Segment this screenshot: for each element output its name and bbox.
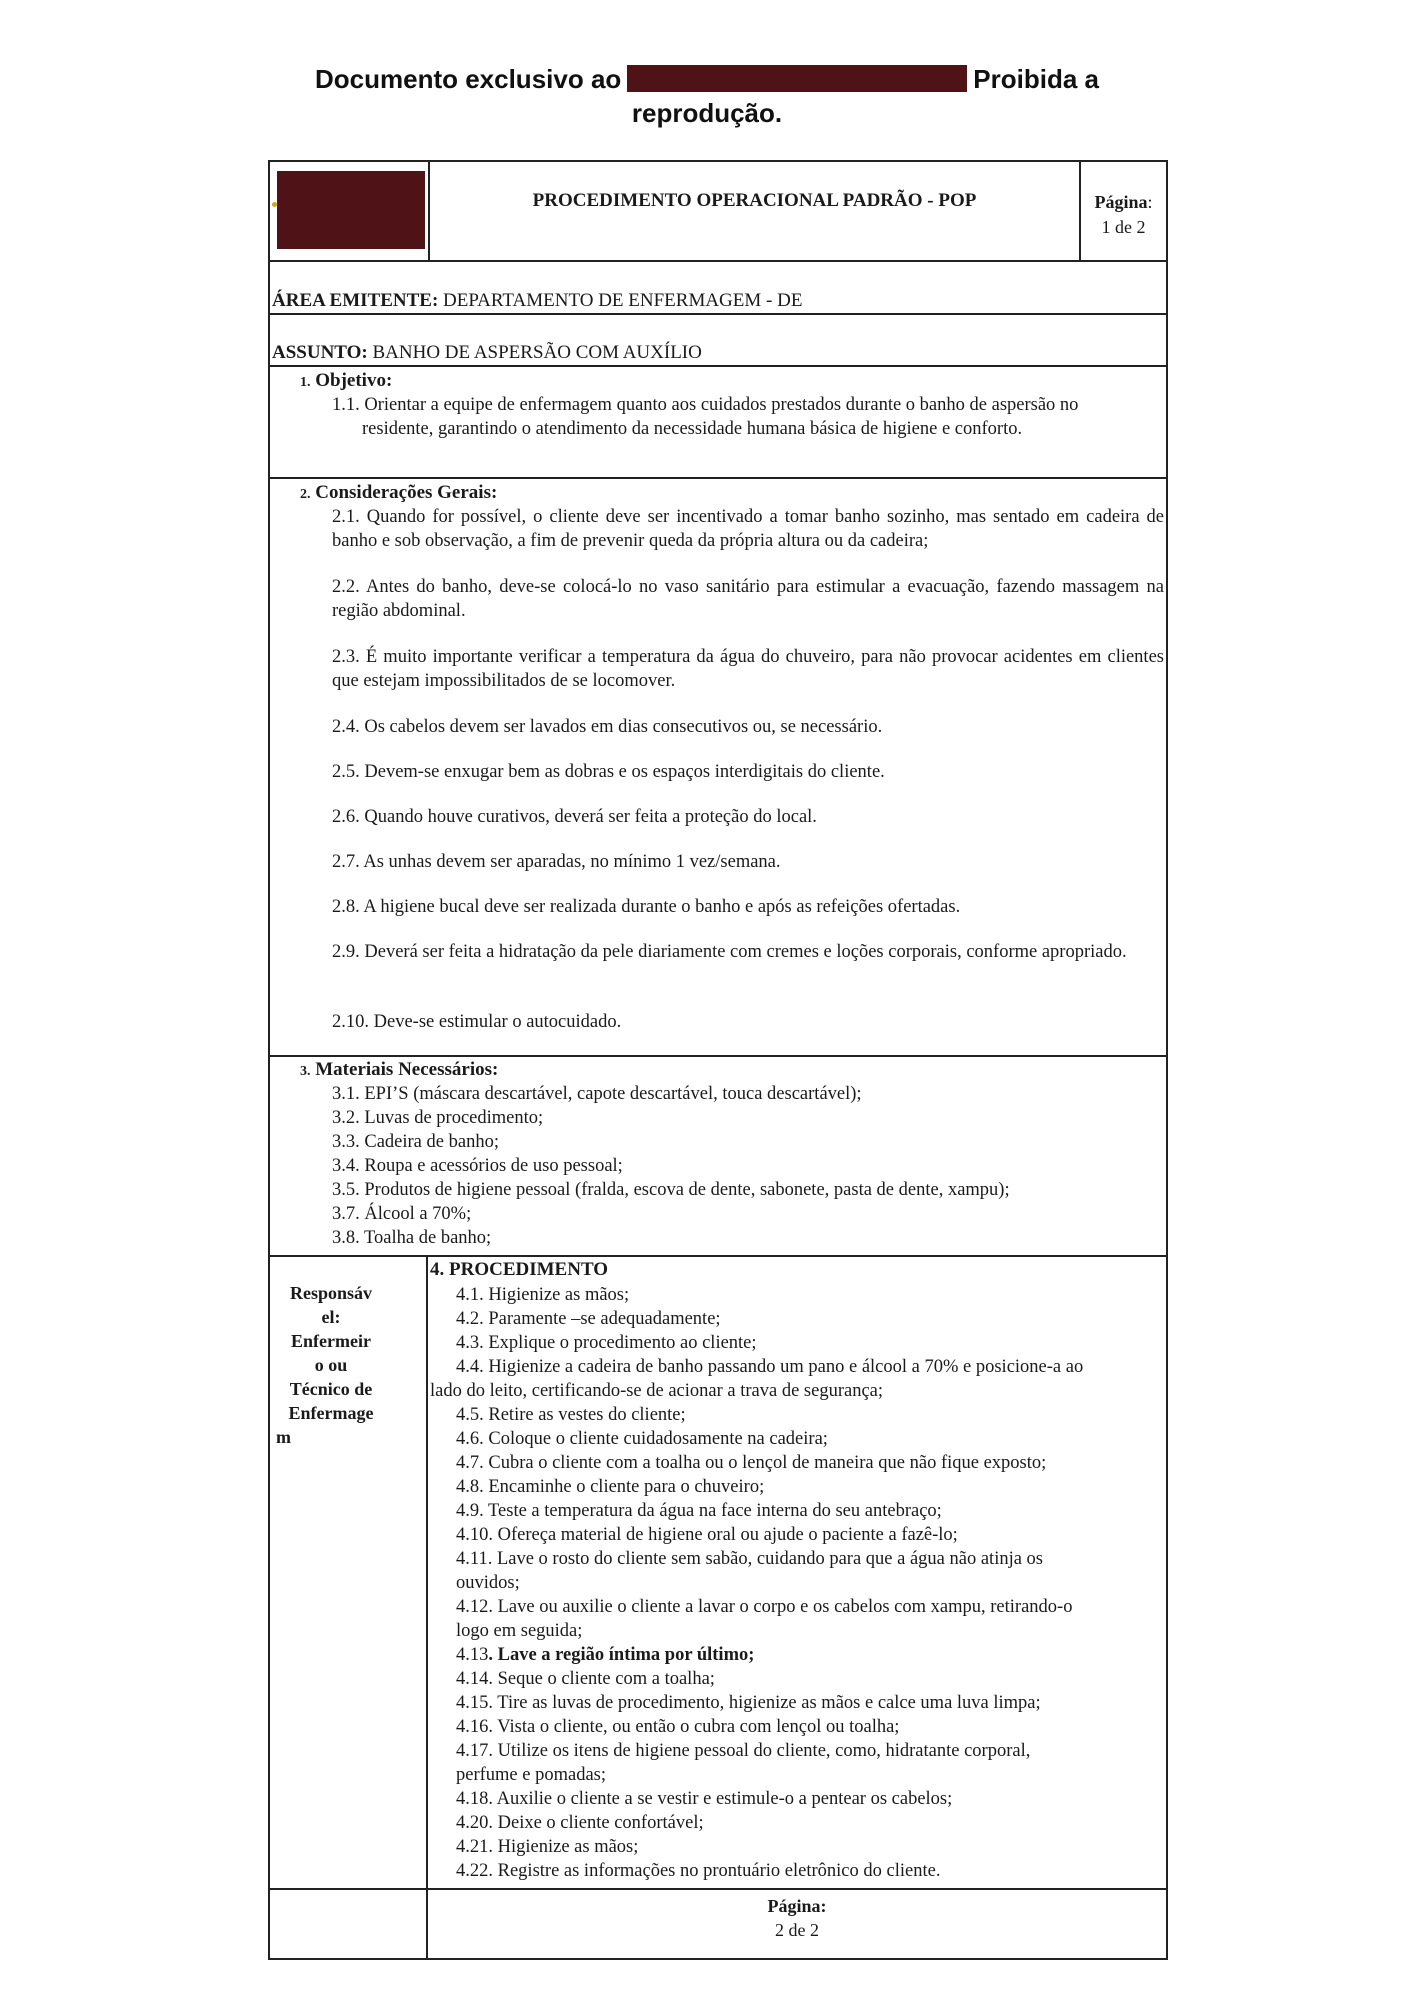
responsavel-text bbox=[276, 1281, 386, 1449]
logo-cell bbox=[270, 162, 430, 260]
footer-left-cell bbox=[270, 1890, 428, 1958]
section-objetivo bbox=[270, 367, 1166, 479]
footer-row bbox=[270, 1890, 1166, 1958]
materiais-num: 3. bbox=[300, 1064, 311, 1079]
footer-page-label: Página: bbox=[767, 1896, 827, 1916]
page-colon: : bbox=[1147, 192, 1153, 212]
consideracao-item: 2.2. Antes do banho, deve-se colocá-lo no vaso sanitário para estimular a evacuação, fazendo massagem na região abdominal. bbox=[332, 577, 1164, 621]
procedimento-step: 4.3. Explique o procedimento ao cliente; bbox=[456, 1333, 757, 1353]
responsavel-line: o ou bbox=[314, 1355, 348, 1375]
consideracao-item: 2.1. Quando for possível, o cliente deve ser incentivado a tomar banho sozinho, mas sentado em cadeira de banho e sob observação, a fim de prevenir queda da própria altura ou da cadeira; bbox=[332, 507, 1164, 551]
section-materiais bbox=[270, 1057, 1166, 1257]
procedimento-step: 4.17. Utilize os itens de higiene pessoal do cliente, como, hidratante corporal, bbox=[456, 1741, 1031, 1761]
material-item: 3.8. Toalha de banho; bbox=[332, 1228, 492, 1248]
objetivo-num: 1. bbox=[300, 375, 311, 390]
consideracao-item: 2.10. Deve-se estimular o autocuidado. bbox=[332, 1012, 622, 1032]
consideracoes-title: Considerações Gerais: bbox=[315, 482, 498, 503]
material-item: 3.5. Produtos de higiene pessoal (fralda, escova de dente, sabonete, pasta de dente, xampu); bbox=[332, 1180, 1010, 1200]
consideracao-item: 2.7. As unhas devem ser aparadas, no mínimo 1 vez/semana. bbox=[332, 852, 781, 872]
procedimento-step: 4.10. Ofereça material de higiene oral ou ajude o paciente a fazê-lo; bbox=[456, 1525, 958, 1545]
watermark-prefix: Documento exclusivo ao bbox=[314, 64, 622, 94]
materiais-heading bbox=[300, 1059, 498, 1081]
objetivo-item-line2: residente, garantindo o atendimento da necessidade humana básica de higiene e conforto. bbox=[362, 419, 1023, 439]
watermark-suffix: Proibida a bbox=[973, 64, 1099, 94]
procedimento-step: 4.20. Deixe o cliente confortável; bbox=[456, 1813, 704, 1833]
procedimento-step: 4.1. Higienize as mãos; bbox=[456, 1285, 630, 1305]
procedimento-step: 4.4. Higienize a cadeira de banho passando um pano e álcool a 70% e posicione-a ao bbox=[456, 1357, 1084, 1377]
watermark-notice bbox=[0, 62, 1414, 130]
procedimento-heading: 4. PROCEDIMENTO bbox=[430, 1259, 609, 1280]
procedimento-step: 4.8. Encaminhe o cliente para o chuveiro; bbox=[456, 1477, 765, 1497]
objetivo-title: Objetivo: bbox=[315, 370, 393, 391]
material-item: 3.3. Cadeira de banho; bbox=[332, 1132, 499, 1152]
consideracoes-num: 2. bbox=[300, 487, 311, 502]
section-consideracoes bbox=[270, 479, 1166, 1057]
section-procedimento bbox=[270, 1257, 1166, 1890]
step-4-13-num: 4.13 bbox=[456, 1645, 489, 1665]
page-label: Página bbox=[1094, 192, 1148, 212]
procedimento-step: 4.5. Retire as vestes do cliente; bbox=[456, 1405, 686, 1425]
procedimento-step-cont: logo em seguida; bbox=[456, 1621, 583, 1641]
header-page-number bbox=[1081, 162, 1166, 260]
responsavel-line: Responsáv bbox=[289, 1283, 373, 1303]
header-row bbox=[270, 162, 1166, 262]
responsavel-cell bbox=[270, 1257, 428, 1888]
procedimento-step: 4.21. Higienize as mãos; bbox=[456, 1837, 639, 1857]
material-item: 3.2. Luvas de procedimento; bbox=[332, 1108, 544, 1128]
page-value: 1 de 2 bbox=[1101, 217, 1146, 237]
materiais-title: Materiais Necessários: bbox=[315, 1059, 499, 1080]
objetivo-item-line1: 1.1. Orientar a equipe de enfermagem quanto aos cuidados prestados durante o banho de aspersão no bbox=[332, 395, 1079, 415]
assunto-row bbox=[270, 315, 1166, 367]
watermark-line2: reprodução. bbox=[631, 98, 783, 128]
procedimento-step: 4.7. Cubra o cliente com a toalha ou o lençol de maneira que não fique exposto; bbox=[456, 1453, 1047, 1473]
consideracao-item: 2.3. É muito importante verificar a temperatura da água do chuveiro, para não provocar acidentes em clientes que estejam impossibilitados de se locomover. bbox=[332, 647, 1164, 691]
responsavel-line: Técnico de bbox=[289, 1379, 373, 1399]
procedimento-step: 4.2. Paramente –se adequadamente; bbox=[456, 1309, 721, 1329]
assunto-value: BANHO DE ASPERSÃO COM AUXÍLIO bbox=[367, 342, 702, 363]
area-emitente-row bbox=[270, 262, 1166, 315]
consideracao-item: 2.9. Deverá ser feita a hidratação da pele diariamente com cremes e loções corporais, conforme apropriado. bbox=[332, 942, 1127, 962]
responsavel-line: Enfermeir bbox=[291, 1331, 371, 1351]
consideracoes-heading bbox=[300, 482, 497, 504]
objetivo-heading bbox=[300, 370, 392, 392]
responsavel-line: Enfermage bbox=[288, 1403, 374, 1423]
procedimento-step-cont: lado do leito, certificando-se de acionar a trava de segurança; bbox=[430, 1381, 884, 1401]
consideracao-item: 2.5. Devem-se enxugar bem as dobras e os espaços interdigitais do cliente. bbox=[332, 762, 885, 782]
area-value: DEPARTAMENTO DE ENFERMAGEM - DE bbox=[438, 290, 803, 311]
procedimento-step: 4.15. Tire as luvas de procedimento, higienize as mãos e calce uma luva limpa; bbox=[456, 1693, 1041, 1713]
material-item: 3.1. EPI’S (máscara descartável, capote descartável, touca descartável); bbox=[332, 1084, 862, 1104]
consideracao-item: 2.4. Os cabelos devem ser lavados em dias consecutivos ou, se necessário. bbox=[332, 717, 883, 737]
document-frame bbox=[268, 160, 1168, 1960]
area-label: ÁREA EMITENTE: bbox=[272, 290, 439, 311]
step-4-13-text: . Lave a região íntima por último; bbox=[488, 1645, 755, 1665]
consideracao-item: 2.8. A higiene bucal deve ser realizada durante o banho e após as refeições ofertadas. bbox=[332, 897, 961, 917]
redaction-bar bbox=[627, 65, 967, 92]
assunto-label: ASSUNTO: bbox=[272, 342, 368, 363]
procedimento-step: 4.22. Registre as informações no prontuário eletrônico do cliente. bbox=[456, 1861, 941, 1881]
logo-redacted bbox=[277, 171, 425, 249]
procedimento-step: 4.9. Teste a temperatura da água na face interna do seu antebraço; bbox=[456, 1501, 942, 1521]
footer-page-number bbox=[428, 1894, 1166, 1942]
procedimento-step: 4.11. Lave o rosto do cliente sem sabão, cuidando para que a água não atinja os bbox=[456, 1549, 1044, 1569]
responsavel-line: el: bbox=[321, 1307, 341, 1327]
material-item: 3.4. Roupa e acessórios de uso pessoal; bbox=[332, 1156, 623, 1176]
procedimento-step-cont: perfume e pomadas; bbox=[456, 1765, 606, 1785]
document-title: PROCEDIMENTO OPERACIONAL PADRÃO - POP bbox=[430, 162, 1081, 260]
procedimento-step: 4.18. Auxilie o cliente a se vestir e estimule-o a pentear os cabelos; bbox=[456, 1789, 953, 1809]
procedimento-step: 4.16. Vista o cliente, ou então o cubra com lençol ou toalha; bbox=[456, 1717, 900, 1737]
material-item: 3.7. Álcool a 70%; bbox=[332, 1204, 472, 1224]
responsavel-line: m bbox=[276, 1427, 291, 1447]
procedimento-step-cont: ouvidos; bbox=[456, 1573, 520, 1593]
procedimento-step: 4.6. Coloque o cliente cuidadosamente na cadeira; bbox=[456, 1429, 828, 1449]
procedimento-step: 4.12. Lave ou auxilie o cliente a lavar o corpo e os cabelos com xampu, retirando-o bbox=[456, 1597, 1073, 1617]
procedimento-step-4-13 bbox=[456, 1643, 1164, 1667]
consideracao-item: 2.6. Quando houve curativos, deverá ser feita a proteção do local. bbox=[332, 807, 817, 827]
footer-page-value: 2 de 2 bbox=[775, 1920, 819, 1940]
procedimento-step: 4.14. Seque o cliente com a toalha; bbox=[456, 1669, 715, 1689]
